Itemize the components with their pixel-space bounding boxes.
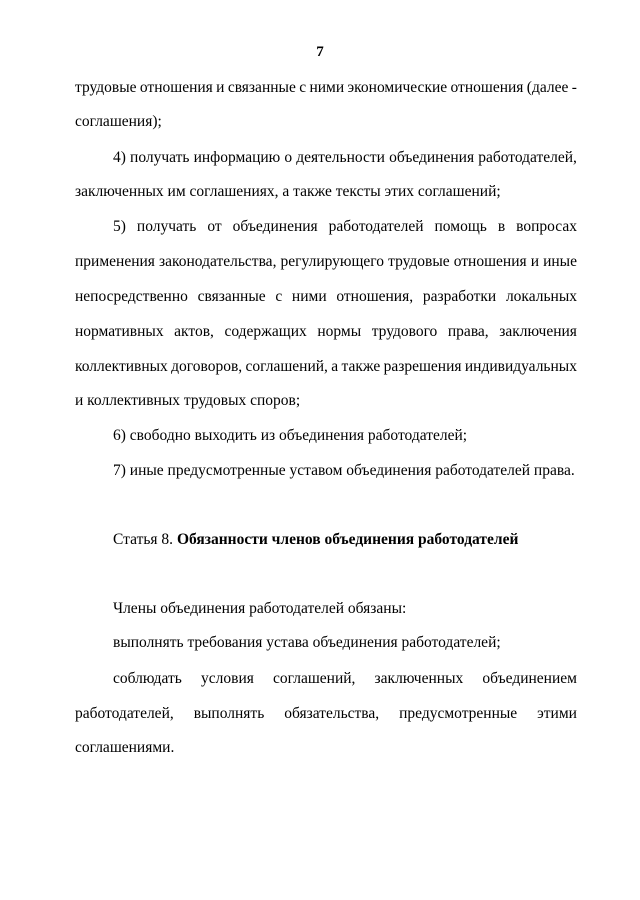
word: применения [75,253,155,270]
article-title: Обязанности членов объединения работодателей [176,531,519,548]
text-line-7 [75,287,577,307]
word: выполнять [193,705,265,722]
word: соблюдать [113,670,182,687]
page-number: 7 [316,44,324,60]
word: соглашений, [273,670,356,687]
text-line-1 [75,78,577,98]
word: деятельности [296,149,385,166]
word: объединения [389,149,475,166]
text-line-a1: Члены объединения работодателей обязаны: [113,600,407,617]
text-line-8 [75,322,577,342]
text-line-a5: соглашениями. [75,739,175,756]
word: информацию [193,149,281,166]
text-line-10: и коллективных трудовых споров; [75,392,301,409]
word: права, [447,323,489,340]
text-line-5 [113,217,577,237]
word: (далее [526,79,569,96]
word: вопросах [516,218,577,235]
word: а [331,358,339,375]
text-line-9 [75,357,577,377]
word: в [497,218,506,235]
word: 5) [113,218,126,235]
word: содержащих [224,323,307,340]
word: получать [136,218,197,235]
word: заключенных [374,670,464,687]
word: этими [537,705,577,722]
word: с [299,79,307,96]
word: ними [309,79,345,96]
word: нормы [317,323,362,340]
word: получать [130,149,190,166]
word: трудового [371,323,438,340]
word: непосредственно [75,288,188,305]
word: соглашений, [245,358,328,375]
word: трудовые [75,79,137,96]
word: обязательства, [284,705,380,722]
text-line-4: заключенных им соглашениях, а также тексты этих соглашений; [75,183,501,200]
word: разрешения [383,358,462,375]
word: также [341,358,381,375]
word: заключения [499,323,577,340]
word: индивидуальных [464,358,577,375]
text-line-11: 6) свободно выходить из объединения работодателей; [113,427,468,444]
word: и [216,79,225,96]
word: - [571,79,577,96]
word: локальных [505,288,577,305]
word: законодательства, [159,253,277,270]
text-line-a3 [113,669,577,689]
word: иные [543,253,577,270]
text-line-6 [75,252,577,272]
word: с [275,288,283,305]
word: ними [291,288,327,305]
article-label: Статья 8. [113,531,174,548]
word: экономические [347,79,448,96]
word: работодателей [328,218,424,235]
word: от [207,218,222,235]
word: нормативных [75,323,164,340]
word: работодателей, [75,705,174,722]
word: коллективных [75,358,168,375]
text-line-a4 [75,704,577,724]
word: трудовые [388,253,450,270]
word: объединением [482,670,577,687]
text-line-2: соглашения); [75,113,162,130]
word: помощь [434,218,487,235]
text-line-12: 7) иные предусмотренные уставом объединения работодателей права. [113,462,575,479]
word: объединения [232,218,318,235]
word: актов, [174,323,214,340]
word: разработки [422,288,497,305]
word: отношения [450,79,524,96]
article-heading [113,530,577,550]
word: отношения [139,79,213,96]
word: связанные [197,288,266,305]
text-line-3 [113,148,577,168]
word: работодателей, [478,149,577,166]
word: о [284,149,293,166]
text-line-a2: выполнять требования устава объединения работодателей; [113,634,501,651]
word: отношения [453,253,527,270]
word: договоров, [171,358,243,375]
word: условия [201,670,254,687]
word: и [530,253,539,270]
word: предусмотренные [399,705,518,722]
word: связанные [227,79,296,96]
word: отношения, [336,288,414,305]
word: регулирующего [280,253,385,270]
word: 4) [113,149,126,166]
